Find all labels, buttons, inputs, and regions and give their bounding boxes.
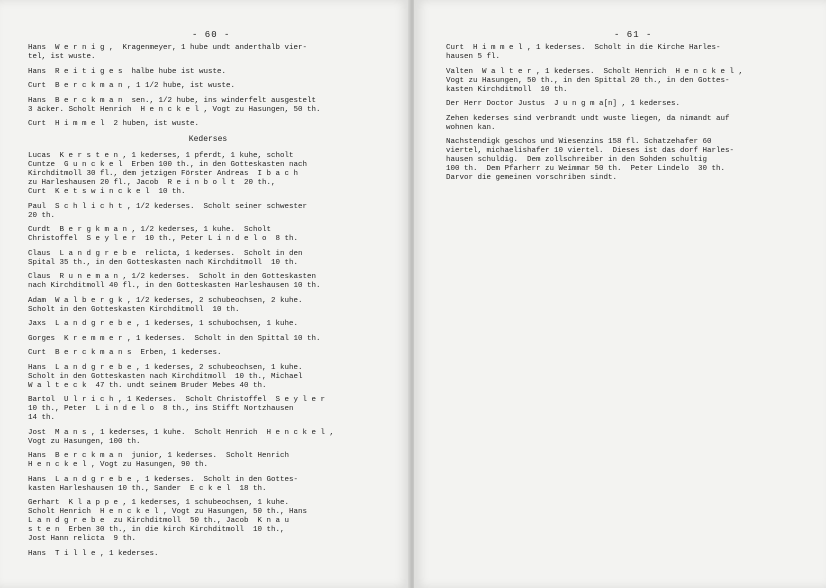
entry: Hans B e r c k m a n sen., 1/2 hube, ins winderfelt ausgestelt 3 äcker. Scholt Henrich H e n c k e l , Vogt zu Hasungen, 50 th. bbox=[28, 96, 321, 114]
entry: Nachstendigk geschos und Wiesenzins 158 fl. Schatzehafer 60 viertel, michaelishafer 10 viertel. Dieses ist das dorf Harles- hausen schuldig. Dem zollschreiber in den Sohden schultig 100 th. Dem Pfarherr zu Weimmar 50 th. Peter Lindelo 30 th. Darvor die gemeinen vorschriben sindt. bbox=[446, 138, 735, 182]
entry: Curt H i m m e l , 1 kederses. Scholt in die Kirche Harles- hausen 5 fl. bbox=[446, 44, 721, 61]
entry: Der Herr Doctor Justus J u n g m a[n] , 1 kederses. bbox=[446, 100, 681, 108]
entry: Claus R u n e m a n , 1/2 kederses. Scholt in den Gotteskasten nach Kirchditmoll 40 fl., in den Gotteskasten Harleshausen 10 th. bbox=[28, 273, 321, 290]
entry: Curt B e r c k m a n , 1 1/2 hube, ist wuste. bbox=[28, 82, 236, 90]
entry: Curt B e r c k m a n s Erben, 1 kederses. bbox=[28, 349, 222, 357]
entry: Jaxs L a n d g r e b e , 1 kederses, 1 schubochsen, 1 kuhe. bbox=[28, 320, 299, 328]
page-number: - 61 - bbox=[614, 30, 653, 40]
entry: Curt H i m m e l 2 huben, ist wuste. bbox=[28, 120, 200, 128]
entry: Gorges K r e m m e r , 1 kederses. Scholt in den Spittal 10 th. bbox=[28, 334, 321, 343]
entry: Jost M a n s , 1 kederses, 1 kuhe. Scholt Henrich H e n c k e l , Vogt zu Hasungen, 100 th. bbox=[28, 428, 335, 446]
entry: Hans B e r c k m a n junior, 1 kederses. Scholt Henrich H e n c k e l , Vogt zu Hasungen, 90 th. bbox=[28, 452, 290, 469]
entry: Valten W a l t e r , 1 kederses. Scholt Henrich H e n c k e l , Vogt zu Hasungen, 50 th., in den Spittal 20 th., in den Gottes- kasten Kirchditmoll 10 th. bbox=[446, 67, 744, 94]
entry: Bartol U l r i c h , 1 Kederses. Scholt Christoffel S e y l e r 10 th., Peter L i n d e l o 8 th., ins Stifft Nortzhausen 14 th. bbox=[28, 396, 326, 422]
entry: Hans R e i t i g e s halbe hube ist wuste. bbox=[28, 67, 227, 76]
right-page-text bbox=[446, 44, 808, 189]
entry: Adam W a l b e r g k , 1/2 kederses, 2 schubeochsen, 2 kuhe. Scholt in den Gotteskasten Kirchditmoll 10 th. bbox=[28, 296, 303, 314]
entry: Lucas K e r s t e n , 1 kederses, 1 pferdt, 1 kuhe, scholt Cuntze G u n c k e l Erben 100 th., in den Gotteskasten nach Kirchditmoll 30 fl., dem jetzigen Förster Andreas I b a c h zu Harleshausen 20 fl., Jacob R e i n b o l t 20 th., Curt K e t s w i n c k e l 10 th. bbox=[28, 152, 308, 196]
entry-group-before-heading bbox=[28, 44, 388, 129]
entry: Zehen kederses sind verbrandt undt wuste liegen, da nimandt auf wohnen kan. bbox=[446, 114, 730, 132]
entry-group-after-heading bbox=[28, 152, 388, 559]
right-page bbox=[414, 0, 826, 588]
entry: Hans L a n d g r e b e , 1 kederses. Scholt in den Gottes- kasten Harleshausen 10 th., Sander E c k e l 18 th. bbox=[28, 475, 299, 493]
entry: Curdt B e r g k m a n , 1/2 kederses, 1 kuhe. Scholt Christoffel S e y l e r 10 th., Peter L i n d e l o 8 th. bbox=[28, 226, 299, 243]
left-page bbox=[0, 0, 410, 588]
entry: Claus L a n d g r e b e relicta, 1 kederses. Scholt in den Spital 35 th., in den Gotteskasten nach Kirchditmoll 10 th. bbox=[28, 249, 303, 267]
entry: Gerhart K l a p p e , 1 kederses, 1 schubeochsen, 1 kuhe. Scholt Henrich H e n c k e l , Vogt zu Hasungen, 50 th., Hans L a n d g r e b e zu Kirchditmoll 50 th., Jacob K n a u s t e n Erben 30 th., in die kirch Kirchditmoll 10 th., Jost Hann relicta 9 th. bbox=[28, 499, 308, 543]
entry: Hans L a n d g r e b e , 1 kederses, 2 schubeochsen, 1 kuhe. Scholt in den Gotteskasten nach Kirchditmoll 10 th., Michael W a l t e c k 47 th. undt seinem Bruder Mebes 40 th. bbox=[28, 363, 303, 390]
left-page-text bbox=[28, 44, 388, 564]
section-heading: Kederses bbox=[188, 135, 228, 144]
entry: Hans W e r n i g , Kragenmeyer, 1 hube undt anderthalb vier- tel, ist wuste. bbox=[28, 44, 308, 61]
page-number: - 60 - bbox=[192, 30, 231, 40]
entry: Paul S c h l i c h t , 1/2 kederses. Scholt seiner schwester 20 th. bbox=[28, 202, 308, 220]
entry: Hans T i l l e , 1 kederses. bbox=[28, 549, 159, 558]
